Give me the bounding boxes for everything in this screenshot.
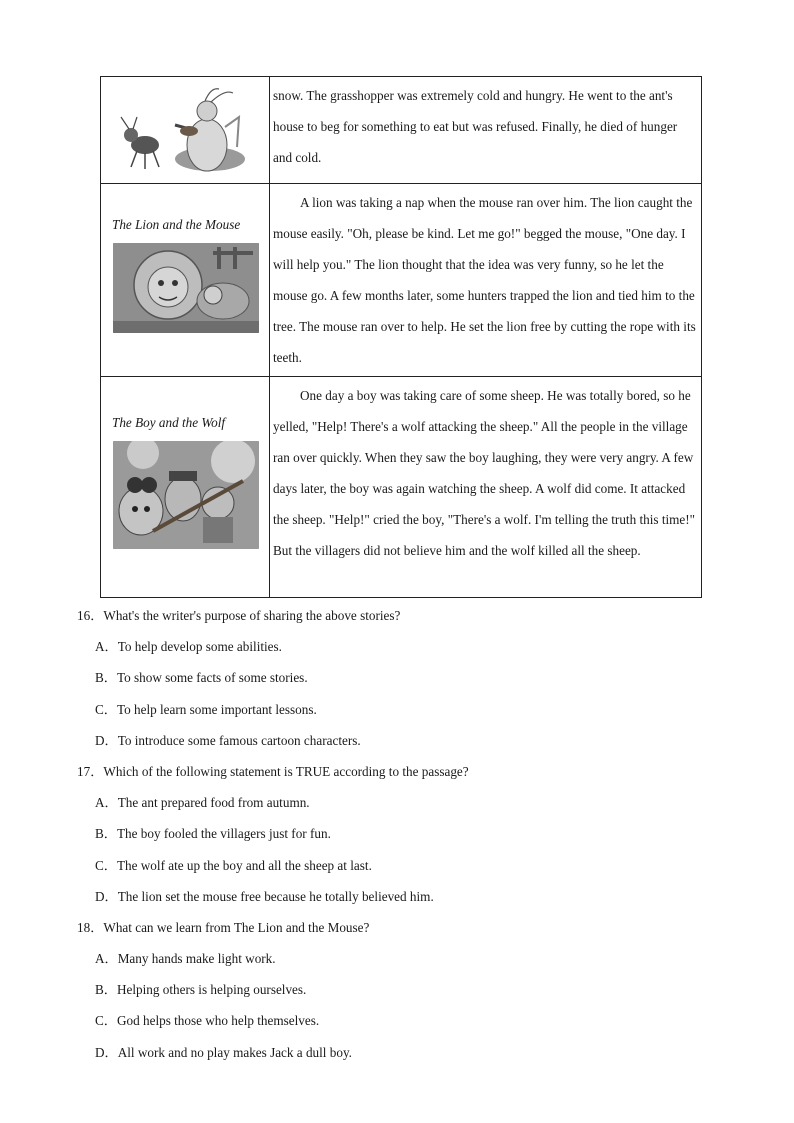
story-row-grasshopper: [101, 77, 702, 184]
stories-table: [100, 76, 702, 598]
story-text-cell: [270, 184, 702, 377]
question-number: 16．: [77, 608, 104, 623]
question-17: [77, 756, 717, 912]
option-d[interactable]: D．All work and no play makes Jack a dull boy.: [95, 1044, 352, 1060]
story-row-boy-wolf: [101, 377, 702, 598]
story-text-cell: [270, 377, 702, 598]
story-image-cell: [101, 377, 270, 598]
questions-section: [77, 600, 717, 1068]
question-stem: [77, 912, 717, 943]
story-title: The Boy and the Wolf: [112, 415, 226, 430]
boy-wolf-illustration: [113, 441, 259, 549]
option-a[interactable]: A．To help develop some abilities.: [95, 639, 282, 655]
story-text: snow. The grasshopper was extremely cold and hungry. He went to the ant's house to beg for something to eat but was refused. Finally, he died of hunger and cold.: [273, 88, 678, 165]
option-d[interactable]: D．The lion set the mouse free because he totally believed him.: [95, 888, 434, 904]
question-number: 18．: [77, 919, 104, 935]
story-row-lion-mouse: [101, 184, 702, 377]
question-stem: [77, 756, 717, 787]
story-title: The Lion and the Mouse: [112, 217, 241, 232]
story-text-cell: [270, 77, 702, 184]
story-text: A lion was taking a nap when the mouse ran over him. The lion caught the mouse easily. "Oh, please be kind. Let me go!" begged the mouse, "One day. I will help you." The lion thought that the idea was very funny, so he let the mouse go. A few months later, some hunters trapped the lion and tied him to the tree. The mouse ran over to help. He set the lion free by cutting the rope with its teeth.: [273, 195, 696, 365]
option-b[interactable]: B．To show some facts of some stories.: [95, 670, 308, 686]
question-18: [77, 912, 717, 1068]
grasshopper-ant-illustration: [115, 87, 245, 175]
option-b[interactable]: B．Helping others is helping ourselves.: [95, 982, 307, 998]
lion-mouse-illustration: [113, 243, 259, 333]
option-c[interactable]: C．To help learn some important lessons.: [95, 701, 317, 717]
story-text: One day a boy was taking care of some sheep. He was totally bored, so he yelled, "Help! There's a wolf attacking the sheep." All the people in the village ran over quickly. When they saw the boy laughing, they were very angry. A few days later, the boy was again watching the sheep. A wolf did come. It attacked the sheep. "Help!" cried the boy, "There's a wolf. I'm telling the truth this time!" But the villagers did not believe him and the wolf killed all the sheep.: [273, 388, 696, 558]
question-text: What can we learn from The Lion and the Mouse?: [103, 919, 370, 935]
option-c[interactable]: C．The wolf ate up the boy and all the sheep at last.: [95, 857, 372, 873]
option-b[interactable]: B．The boy fooled the villagers just for fun.: [95, 826, 331, 842]
option-c[interactable]: C．God helps those who help themselves.: [95, 1013, 320, 1029]
question-text: Which of the following statement is TRUE according to the passage?: [103, 763, 469, 779]
question-16: [77, 600, 717, 756]
option-d[interactable]: D．To introduce some famous cartoon characters.: [95, 732, 361, 748]
story-image-cell: [101, 77, 270, 184]
question-stem: [77, 600, 717, 631]
story-image-cell: [101, 184, 270, 377]
question-number: 17．: [77, 763, 104, 779]
question-text: What's the writer's purpose of sharing the above stories?: [103, 608, 401, 623]
option-a[interactable]: A．Many hands make light work.: [95, 951, 276, 967]
option-a[interactable]: A．The ant prepared food from autumn.: [95, 795, 310, 811]
